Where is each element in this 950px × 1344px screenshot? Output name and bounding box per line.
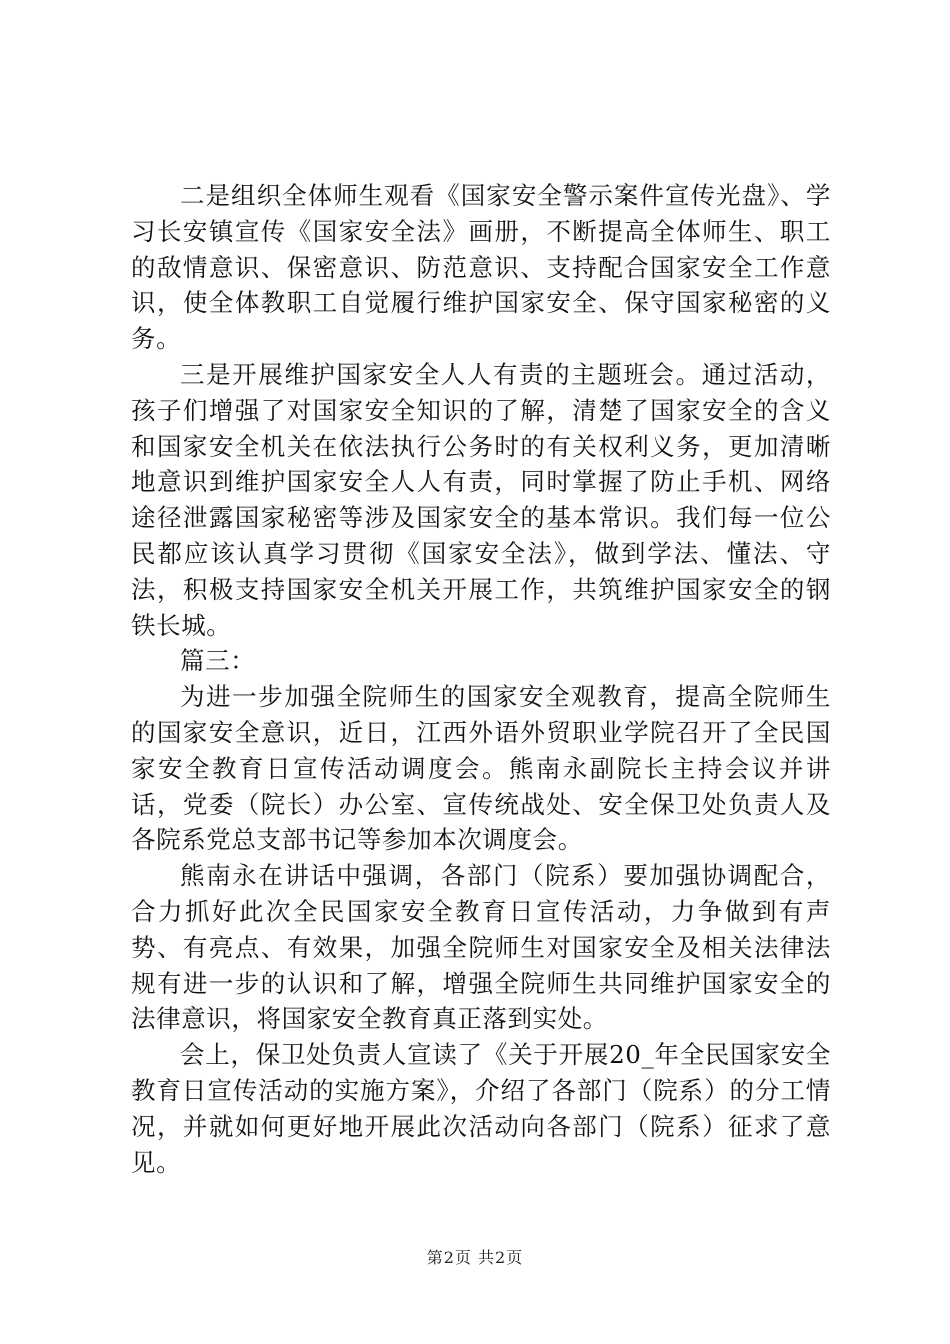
document-body: [131, 178, 831, 1180]
page-number-footer: 第2页 共2页: [426, 1248, 524, 1267]
section-heading-part-three: 篇三：: [180, 646, 256, 676]
paragraph-organize-viewing: 二是组织全体师生观看《国家安全警示案件宣传光盘》、学习长安镇宣传《国家安全法》画册，不断提高全体师生、职工的敌情意识、保密意识、防范意识、支持配合国家安全工作意识，使全体教职工自觉履行维护国家安全、保守国家秘密的义务。: [131, 181, 831, 354]
paragraph-theme-class-meeting: 三是开展维护国家安全人人有责的主题班会。通过活动，孩子们增强了对国家安全知识的了解，清楚了国家安全的含义和国家安全机关在依法执行公务时的有关权利义务，更加清晰地意识到维护国家安全人人有责，同时掌握了防止手机、网络途径泄露国家秘密等涉及国家安全的基本常识。我们每一位公民都应该认真学习贯彻《国家安全法》，做到学法、懂法、守法，积极支持国家安全机关开展工作，共筑维护国家安全的钢铁长城。: [131, 359, 831, 640]
paragraph-speech-emphasis: 熊南永在讲话中强调，各部门（院系）要加强协调配合，合力抓好此次全民国家安全教育日宣传活动，力争做到有声势、有亮点、有效果，加强全院师生对国家安全及相关法律法规有进一步的认识和了解，增强全院师生共同维护国家安全的法律意识，将国家安全教育真正落到实处。: [131, 861, 831, 1034]
paragraph-scheduling-meeting: 为进一步加强全院师生的国家安全观教育，提高全院师生的国家安全意识，近日，江西外语外贸职业学院召开了全民国家安全教育日宣传活动调度会。熊南永副院长主持会议并讲话，党委（院长）办公室、宣传统战处、安全保卫处负责人及各院系党总支部书记等参加本次调度会。: [131, 682, 831, 855]
paragraph-implementation-plan: 会上，保卫处负责人宣读了《关于开展20_年全民国家安全教育日宣传活动的实施方案》，介绍了各部门（院系）的分工情况，并就如何更好地开展此次活动向各部门（院系）征求了意见。: [131, 1040, 831, 1177]
